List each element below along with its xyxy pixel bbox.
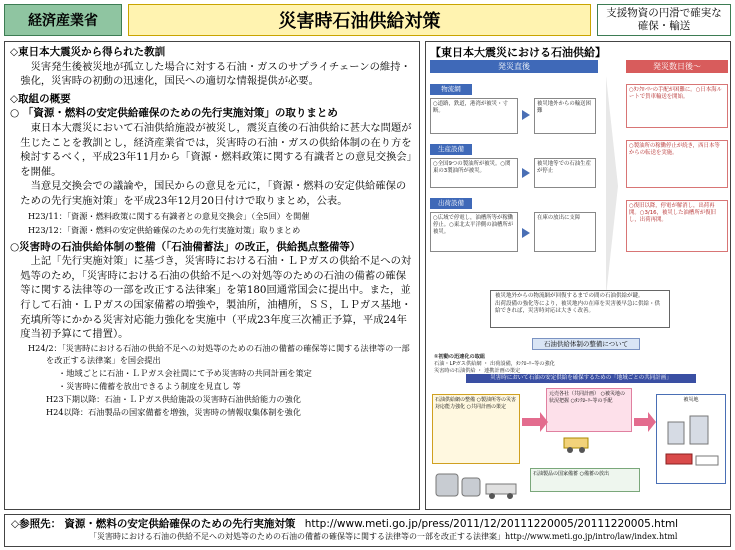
subject-label — [597, 4, 731, 36]
lesson-heading: ◇東日本大震災から得られた教訓 — [10, 46, 166, 58]
row3-effect-box: 在庫の放出に支障 — [534, 212, 596, 252]
phase-later: 発災数日後～ — [626, 60, 728, 73]
flow-line-2: 災害時の石油供給 ・ 連携計画の策定 — [434, 368, 521, 374]
row3-later-box: ○復旧以降，停電が解消し，出荷再開。○3/16，被災した油槽所が復旧し，出荷再開。 — [626, 200, 728, 252]
panel-facilities: 石油供給網の整備 ○製油所等の災害対応能力強化 ○共同計画の策定 — [432, 394, 520, 464]
lesson-line-1: 被災地外からの物流網が回復するまでの間の石油供給が鍵。 — [495, 293, 644, 299]
route-arrows — [522, 398, 656, 458]
subject-line-2: 確保・輸送 — [637, 20, 691, 32]
arrow-right-icon — [634, 412, 656, 432]
lesson-box — [490, 290, 670, 328]
reference-link[interactable]: http://www.meti.go.jp/press/2011/12/20111220005/20111220005.html — [304, 518, 679, 530]
timeline-arrow-icon — [606, 76, 618, 296]
wheel-icon — [579, 447, 585, 453]
figure2-title: 石油供給体制の整備について — [532, 338, 640, 350]
supply-system-figure — [430, 338, 728, 508]
arrow-icon — [522, 228, 530, 238]
panel-reserves: 石油製品の国家備蓄 ○備蓄の放出 — [530, 468, 640, 492]
row1-cause-box: ○道路，鉄道，港湾が被災・寸断。 — [430, 98, 518, 134]
lesson-text: 災害発生後被災地が孤立した場合に対する石油・ガスのサプライチェーンの維持・強化，災害時の初動の迅速化，国民への適切な情報提供が必要。 — [20, 60, 411, 88]
arrow-icon — [522, 110, 530, 120]
reference-label: ◇参照先： — [11, 518, 62, 530]
flow-line-1: 石油・LPガス供給網 ・ 出荷設備，ﾀﾝｸﾛｰﾘｰ等の強化 — [434, 361, 555, 367]
item2-bullet-2: ・災害時に備蓄を放出できるよう制度を見直し 等 — [58, 380, 241, 391]
measures-heading: ◇取組の概要 — [10, 92, 71, 105]
building-icon — [690, 416, 708, 444]
wheel-icon — [489, 493, 495, 499]
row2-effect-box: 被災地等での石油生産が停止 — [534, 158, 596, 188]
truck-icon — [564, 438, 588, 448]
item2-note-3: H24以降：石油製品の国家備蓄を増強，災害時の情報収集体制を強化 — [46, 406, 301, 417]
row2-later-box: ○製油所の稼働停止が続き，西日本等からの転送を実施。 — [626, 140, 728, 188]
figure-column — [425, 41, 731, 510]
row-label-production: 生産設備 — [430, 144, 472, 155]
item1-paragraph-2: 当意見交換会での議論や，国民からの意見を元に，「資源・燃料の安定供給確保のための先行実施対策」を平成23年12月20日付けで取りまとめ，公表。 — [20, 180, 407, 207]
item2-note-2: H23下期以降：石油・ＬＰガス供給施設の災害時石油供給能力の強化 — [46, 393, 301, 404]
subject-line-1: 支援物資の円滑で確実な — [606, 7, 722, 19]
item1-note-1: H23/11：「資源・燃料政策に関する有識者との意見交換会」（全5回）を開催 — [28, 210, 310, 221]
item1-note-2: H23/12：「資源・燃料の安定供給確保のための先行実施対策」取りまとめ — [28, 224, 301, 235]
arrow-icon — [522, 168, 530, 178]
disaster-area-illustration — [662, 412, 722, 480]
wheel-icon — [507, 493, 513, 499]
lesson-line-2: 出荷設備の強化等により，被災地内の在庫を災害後早急に供給・供給できれば，災害時対応は大きく改善。 — [495, 300, 661, 314]
building-icon — [668, 422, 684, 444]
page-title: 災害時石油供給対策 — [128, 4, 591, 36]
panel-disaster-area: 被災地 — [656, 394, 726, 484]
reference-footer — [4, 514, 731, 547]
phase-immediate: 発災直後 — [430, 60, 598, 73]
tanker-truck-icon — [486, 484, 516, 494]
item2-note-1: H24/2：「災害時における石油の供給不足への対処等のための石油の備蓄の確保等に関する法律等の一部を改正する法律案」を国会提出 — [28, 342, 410, 366]
row-label-shipping: 出荷設備 — [430, 198, 472, 209]
oil-supply-figure — [430, 60, 728, 332]
ambulance-icon — [696, 456, 718, 465]
flow-heading: ①初動の迅速化の取組 — [434, 354, 486, 360]
row2-cause-box: ○全国9つの製油所が被災。○関東の3製油所が被災。 — [430, 158, 518, 188]
item1-heading: ○ 「資源・燃料の安定供給確保のための先行実施対策」の取りまとめ — [10, 107, 338, 120]
item1-paragraph-1: 東日本大震災において石油供給施設が被災し，震災直後の石油供給に甚大な問題が生じたことを教訓とし，経済産業省では，災害時の石油・ガスの供給体制の在り方を検討するべく，平成23年11月から「資源・燃料政策に関する有識者との意見交換会」を開催。 — [20, 121, 412, 178]
plan-banner: 災害時において石油の安定供給を確保するための「地域ごとの共同計画」 — [466, 374, 696, 383]
reference-sub-link[interactable]: 「災害時における石油の供給不足への対処等のための石油の備蓄の確保等に関する法律等の一部を改正する法律案」http://www.meti.go.jp/intro/law/index.html — [89, 532, 678, 541]
ministry-label: 経済産業省 — [4, 4, 122, 36]
row-label-logistics: 物流網 — [430, 84, 472, 95]
row1-effect-box: 被災地外からの輸送困難 — [534, 98, 596, 134]
tank-icon — [462, 478, 480, 496]
tank-icon — [436, 474, 458, 496]
arrow-right-icon — [522, 412, 548, 432]
facility-illustration — [432, 466, 528, 502]
row3-cause-box: ○広域で停電し，油槽所等が稼働停止。○東北太平洋側の油槽所が被災。 — [430, 212, 518, 252]
figure1-title: 【東日本大震災における石油供給】 — [430, 46, 606, 59]
reference-title: 資源・燃料の安定供給確保のための先行実施対策 — [64, 518, 296, 530]
panel-companies: 元売各社（共同計画） ○被災地の状況把握 ○ﾀﾝｸﾛｰﾘｰ等の手配 — [546, 388, 632, 432]
text-column — [4, 41, 420, 510]
reference-line — [11, 517, 724, 531]
fire-truck-icon — [666, 454, 692, 464]
row1-later-box: ○ﾀﾝｸﾛｰﾘｰの手配が困難に。○日本海ルートで貨車輸送を開始。 — [626, 84, 728, 128]
item2-bullet-1: ・地域ごとに石油・ＬＰガス会社間にて予め災害時の共同計画を策定 — [58, 367, 312, 378]
item2-heading: ○災害時の石油供給体制の整備（「石油備蓄法」の改正，供給拠点整備等） — [10, 240, 361, 253]
wheel-icon — [567, 447, 573, 453]
item2-paragraph: 上記「先行実施対策」に基づき，災害時における石油・ＬＰガスの供給不足への対処等のため，「災害時における石油の供給不足への対処等のための石油の備蓄の確保等に関する法律等の一部を改正する法律案」を第180回通常国会に提出中。また，並行して石油・ＬＰガスの国家備蓄の増強や，製油所，油槽所，ＳＳ，ＬＰガス基地・充填所等にかかる災害対応能力強化を実施中（平成23年度三次補正予算，平成24年度当初予算にて措置）。 — [20, 255, 412, 341]
